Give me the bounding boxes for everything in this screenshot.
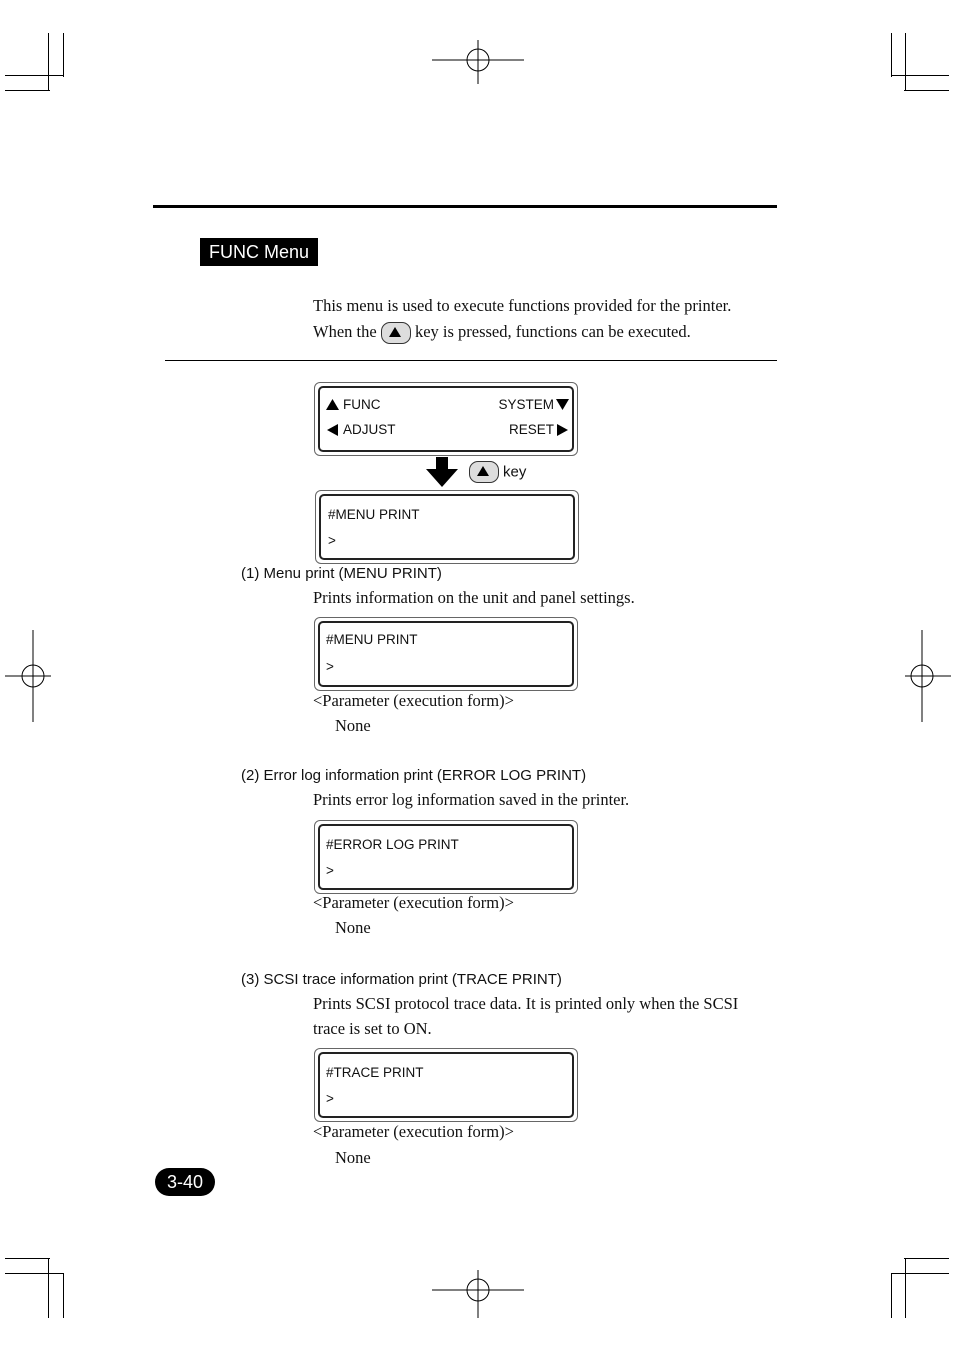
- panel-line-2: >: [328, 533, 336, 548]
- registration-mark-icon: [5, 630, 51, 722]
- item-2-param-value: None: [335, 918, 371, 937]
- up-key-indicator: [469, 461, 526, 483]
- item-3-param-value: None: [335, 1148, 371, 1167]
- item-3-param-label: <Parameter (execution form)>: [313, 1122, 514, 1141]
- panel-line-1: #MENU PRINT: [326, 632, 418, 647]
- registration-mark-icon: [432, 1270, 524, 1318]
- panel-func-label: FUNC: [343, 397, 381, 412]
- item-3-description-line-1: Prints SCSI protocol trace data. It is printed only when the SCSI: [313, 994, 739, 1013]
- item-1-heading: (1) Menu print (MENU PRINT): [241, 565, 442, 582]
- right-triangle-icon: [557, 424, 568, 436]
- item-3-heading: (3) SCSI trace information print (TRACE PRINT): [241, 971, 562, 988]
- panel-line-1: #MENU PRINT: [328, 507, 420, 522]
- panel-display-func-menu: [314, 382, 578, 456]
- section-title: FUNC Menu: [200, 238, 318, 266]
- panel-adjust-label: ADJUST: [343, 422, 396, 437]
- item-2-display: [314, 820, 578, 894]
- panel-line-1: #ERROR LOG PRINT: [326, 837, 459, 852]
- item-3-display: [314, 1048, 578, 1122]
- item-1-display: [314, 617, 578, 691]
- top-rule: [153, 205, 777, 208]
- intro-divider: [165, 360, 777, 361]
- panel-line-1: #TRACE PRINT: [326, 1065, 424, 1080]
- panel-system-label: SYSTEM: [498, 397, 554, 412]
- panel-line-2: >: [326, 659, 334, 674]
- up-key-icon: [469, 461, 499, 483]
- registration-mark-icon: [432, 40, 524, 84]
- item-3-description-line-2: trace is set to ON.: [313, 1019, 432, 1038]
- up-triangle-icon: [326, 399, 339, 410]
- panel-display-result: [315, 490, 579, 564]
- item-2-heading: (2) Error log information print (ERROR LOG PRINT): [241, 767, 587, 784]
- item-1-description: Prints information on the unit and panel settings.: [313, 588, 635, 607]
- panel-reset-label: RESET: [508, 422, 554, 437]
- down-triangle-icon: [556, 399, 569, 410]
- item-2-param-label: <Parameter (execution form)>: [313, 893, 514, 912]
- item-2-description: Prints error log information saved in the printer.: [313, 790, 630, 809]
- panel-line-2: >: [326, 863, 334, 878]
- down-arrow-icon: [426, 457, 458, 487]
- left-triangle-icon: [327, 424, 338, 436]
- up-key-icon: [381, 322, 411, 344]
- panel-line-2: >: [326, 1091, 334, 1106]
- intro-line-1: This menu is used to execute functions provided for the printer.: [313, 296, 732, 315]
- page-number-badge: 3-40: [155, 1168, 215, 1196]
- item-1-param-value: None: [335, 716, 371, 735]
- item-1-param-label: <Parameter (execution form)>: [313, 691, 514, 710]
- intro-line-2: When the key is pressed, functions can be executed.: [313, 322, 691, 344]
- registration-mark-icon: [903, 630, 951, 722]
- key-label: key: [503, 463, 527, 481]
